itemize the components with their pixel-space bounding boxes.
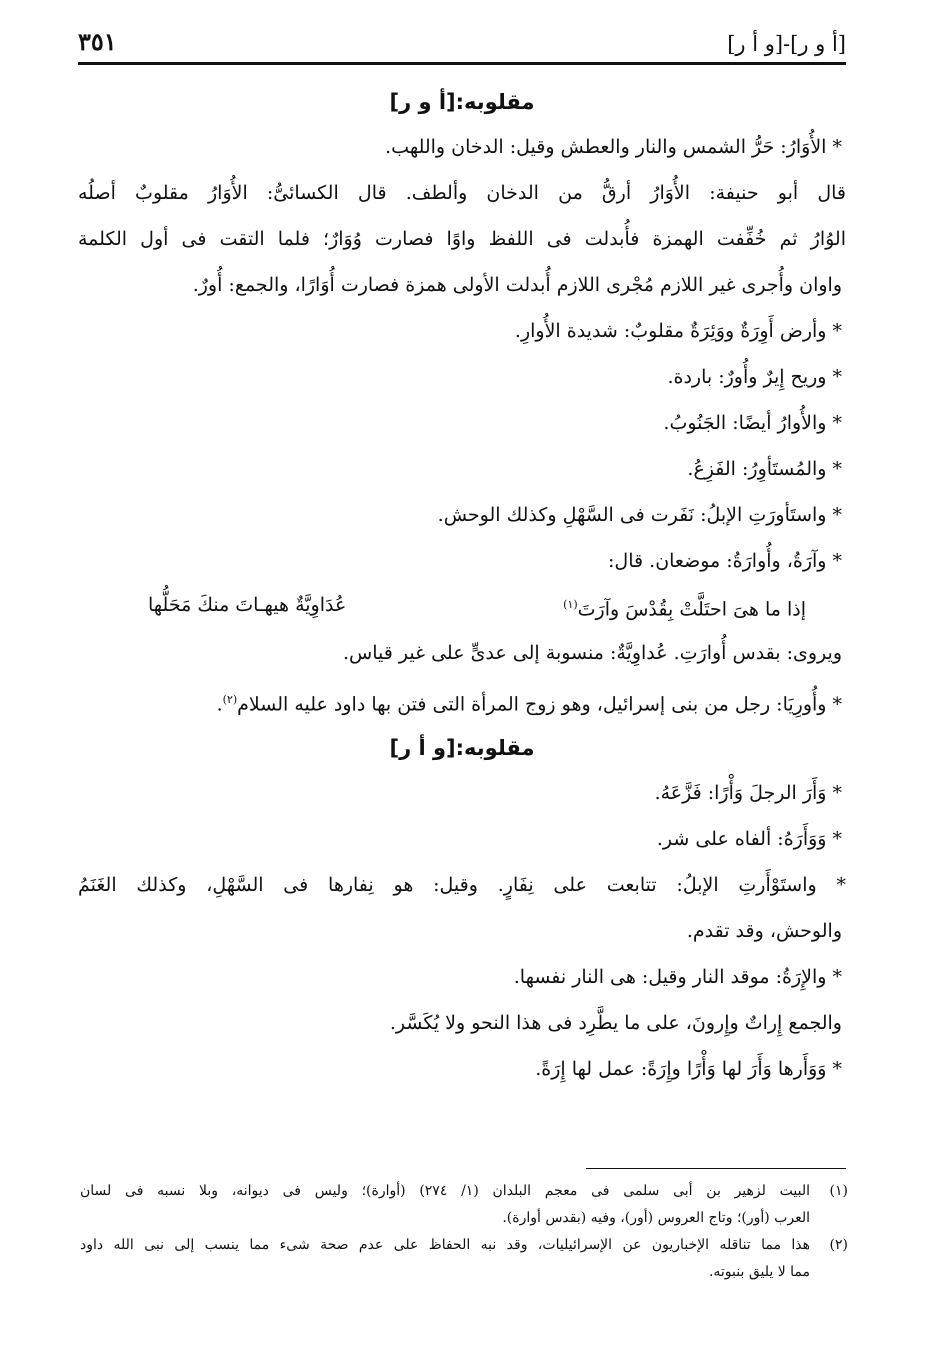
footnote-item	[80, 1178, 848, 1232]
entry-line: * واستَأورَتِ الإبلُ: نَفَرت فى السَّهْلِ وكذلك الوحش.	[437, 504, 842, 526]
footnote-ref: (٢)	[222, 693, 238, 706]
header-rule	[78, 62, 846, 65]
period: .	[216, 693, 223, 716]
entry-line: * الأُوَارُ: حَرُّ الشمس والنار والعطش وقيل: الدخان واللهب.	[385, 136, 842, 158]
footnote-line: مما لا يليق بنبوته.	[708, 1264, 810, 1280]
entry-text: * وأُورِيَا: رجل من بنى إسرائيل، وهو زوج المرأة التى فتن بها داود عليه السلام	[237, 693, 842, 716]
paragraph-line: قال أبو حنيفة: الأُوَارُ أرقُّ من الدخان وألطف. قال الكسائىُّ: الأُوَارُ مقلوبٌ أصلُه	[78, 182, 846, 204]
paragraph-line: ويروى: بقدس أُوارَتِ. عُداوِيَّةٌ: منسوبة إلى عدىٍّ على غير قياس.	[343, 642, 842, 664]
footnote-marker: (١)	[829, 1183, 848, 1199]
footnote-line: البيت لزهير بن أبى سلمى فى معجم البلدان (١/ ٢٧٤) (أوارة)؛ وليس فى ديوانه، وبلا نسبه فى لسان	[80, 1183, 810, 1199]
footnote-item	[80, 1232, 848, 1286]
entry-line: * والمُستَأوِرُ: الفَزِعُ.	[687, 458, 842, 480]
entry-line: * والإِرَةُ: موقد النار وقيل: هى النار نفسها.	[513, 966, 842, 988]
entry-line: * وريح إِيرٌ وأُورٌ: باردة.	[667, 366, 842, 388]
footnote-marker: (٢)	[829, 1237, 848, 1253]
poetry-verse	[78, 585, 846, 631]
section-heading-war: مقلوبه:[و أ ر]	[389, 736, 535, 760]
verse-second-hemistich: عُدَاوِيَّةٌ هيهـاتَ منكَ مَحَلُّها	[148, 594, 347, 616]
page-number: ٣٥١	[78, 27, 117, 56]
section-heading-awr: مقلوبه:[أ و ر]	[389, 90, 535, 114]
book-page	[78, 22, 846, 1093]
footnote-line: هذا مما تناقله الإخباريون عن الإسرائيليات، وقد نبه الحفاظ على عدم صحة شىء مما ينسب إلى نبى الله داود	[80, 1237, 810, 1253]
footnote-line: العرب (أور)؛ وتاج العروس (أور)، وفيه (بقدس أوارة).	[502, 1210, 810, 1226]
entry-line: * وَأَرَ الرجلَ وَأْرًا: فَزَّعَهُ.	[654, 782, 842, 804]
entry-line: * وَوَأَرَهُ: ألفاه على شر.	[656, 828, 842, 850]
footnote-body	[80, 1232, 810, 1286]
footnotes	[80, 1178, 848, 1286]
entry-line: * وأرض أَوِرَةٌ ووَئِرَةٌ مقلوبٌ: شديدة الأُوارِ.	[514, 320, 842, 342]
running-title: [أ و ر]-[و أ ر]	[727, 32, 846, 56]
paragraph-line: والوحش، وقد تقدم.	[686, 920, 842, 942]
running-head	[78, 22, 846, 56]
paragraph-line: والجمع إِراتٌ وإِرونَ، على ما يطَّرِد فى هذا النحو ولا يُكَسَّر.	[389, 1012, 842, 1034]
footnote-rule	[586, 1168, 846, 1169]
footnote-body	[80, 1178, 810, 1232]
entry-line: * وَوَأَرها وَأَرَ لها وَأْرًا وإِرَةً: عمل لها إِرَةً.	[535, 1058, 842, 1080]
entry-line: * وآرَةُ، وأُوارَةُ: موضعان. قال:	[608, 550, 842, 572]
paragraph-line: الوُارُ ثم خُفِّفت الهمزة فأُبدلت فى اللفظ واوًا فصارت وُوَارٌ؛ فلما التقت فى أول الكلمة	[78, 228, 846, 250]
verse-first-hemistich	[563, 585, 806, 631]
entry-line	[78, 677, 846, 723]
verse-first-text: إذا ما هىَ احتَلَّتْ بِقُدْسَ وآرَتَ	[577, 598, 806, 621]
paragraph-line: * واستَوْأَرتِ الإبلُ: تتابعت على نِفَارٍ. وقيل: هو نِفارها فى السَّهْلِ، وكذلك الغَنَمُ	[78, 874, 846, 896]
entry-line: * والأُوارُ أيضًا: الجَنُوبُ.	[663, 412, 842, 434]
paragraph-line: واوان وأُجرى غير اللازم مُجْرى اللازم أُبدلت الأولى همزة فصارت أُوَارًا، والجمع: أُورٌ.	[192, 274, 842, 296]
footnote-ref: (١)	[563, 598, 578, 611]
